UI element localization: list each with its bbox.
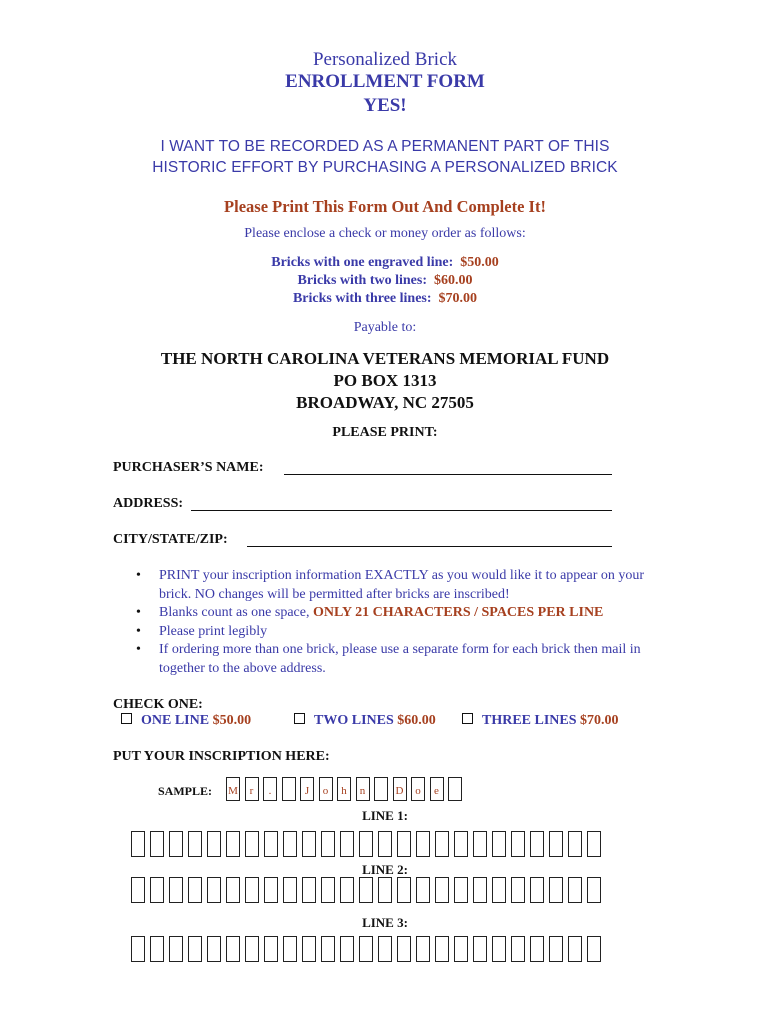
sample-char-box: o bbox=[319, 777, 333, 801]
enclose-instruction: Please enclose a check or money order as follows: bbox=[244, 226, 526, 241]
form-title: ENROLLMENT FORM bbox=[285, 71, 485, 92]
char-box[interactable] bbox=[397, 936, 411, 962]
checkbox-icon[interactable] bbox=[294, 713, 305, 724]
option-label: ONE LINE bbox=[141, 713, 210, 728]
char-box[interactable] bbox=[549, 936, 563, 962]
price-amount: $50.00 bbox=[460, 255, 499, 270]
char-box[interactable] bbox=[416, 831, 430, 857]
price-one-line bbox=[0, 255, 770, 271]
char-box[interactable] bbox=[150, 831, 164, 857]
char-box[interactable] bbox=[511, 936, 525, 962]
char-box[interactable] bbox=[359, 831, 373, 857]
char-box[interactable] bbox=[492, 831, 506, 857]
char-box[interactable] bbox=[587, 936, 601, 962]
line-1-label: LINE 1: bbox=[362, 808, 408, 823]
char-box[interactable] bbox=[302, 877, 316, 903]
price-two-lines bbox=[0, 273, 770, 289]
inscription-heading: PUT YOUR INSCRIPTION HERE: bbox=[113, 749, 330, 764]
char-box[interactable] bbox=[549, 831, 563, 857]
option-amount: $60.00 bbox=[397, 713, 436, 728]
char-box[interactable] bbox=[473, 877, 487, 903]
char-box[interactable] bbox=[226, 831, 240, 857]
option-three-lines[interactable] bbox=[462, 713, 619, 729]
char-box[interactable] bbox=[435, 831, 449, 857]
sample-char-box: h bbox=[337, 777, 351, 801]
char-box[interactable] bbox=[321, 936, 335, 962]
address-label: ADDRESS: bbox=[113, 496, 184, 511]
sample-char-box: D bbox=[393, 777, 407, 801]
address-field[interactable] bbox=[191, 496, 612, 511]
city-state-zip-label: CITY/STATE/ZIP: bbox=[113, 532, 228, 547]
option-amount: $50.00 bbox=[212, 713, 252, 728]
char-box[interactable] bbox=[131, 877, 145, 903]
char-box[interactable] bbox=[416, 877, 430, 903]
char-box[interactable] bbox=[131, 831, 145, 857]
sample-char-box: J bbox=[300, 777, 314, 801]
sample-char-box: o bbox=[411, 777, 425, 801]
char-box[interactable] bbox=[131, 936, 145, 962]
char-box[interactable] bbox=[207, 936, 221, 962]
char-box[interactable] bbox=[530, 831, 544, 857]
sample-char-box bbox=[448, 777, 462, 801]
list-item bbox=[132, 641, 662, 678]
char-box[interactable] bbox=[207, 877, 221, 903]
form-yes-heading: YES! bbox=[363, 95, 407, 116]
intro-line-1: I WANT TO BE RECORDED AS A PERMANENT PART OF THIS bbox=[160, 138, 610, 155]
print-instruction-heading: Please Print This Form Out And Complete It! bbox=[224, 197, 546, 216]
char-box[interactable] bbox=[568, 877, 582, 903]
payable-to-label: Payable to: bbox=[353, 320, 417, 335]
option-label: TWO LINES bbox=[314, 713, 394, 728]
line-3-label: LINE 3: bbox=[362, 915, 408, 930]
char-box[interactable] bbox=[302, 936, 316, 962]
instruction-exact-print: PRINT your inscription information EXACTLY as you would like it to appear on your brick. NO changes will be permitted after bricks are inscribed! bbox=[159, 568, 645, 602]
option-label: THREE LINES bbox=[482, 713, 577, 728]
price-three-lines bbox=[0, 291, 770, 307]
char-box[interactable] bbox=[378, 831, 392, 857]
char-box[interactable] bbox=[492, 936, 506, 962]
list-item bbox=[132, 623, 662, 642]
sample-char-box: r bbox=[245, 777, 259, 801]
char-box[interactable] bbox=[359, 936, 373, 962]
char-box[interactable] bbox=[264, 831, 278, 857]
sample-char-box bbox=[282, 777, 296, 801]
bullet-icon: • bbox=[136, 623, 141, 639]
char-box[interactable] bbox=[454, 877, 468, 903]
form-subtitle: Personalized Brick bbox=[312, 49, 458, 70]
char-box[interactable] bbox=[568, 831, 582, 857]
instruction-list bbox=[132, 567, 662, 678]
sample-char-box: e bbox=[430, 777, 444, 801]
purchaser-name-label: PURCHASER’S NAME: bbox=[113, 460, 264, 475]
char-box[interactable] bbox=[207, 831, 221, 857]
char-box[interactable] bbox=[549, 877, 563, 903]
char-box[interactable] bbox=[511, 831, 525, 857]
char-box[interactable] bbox=[245, 877, 259, 903]
char-box[interactable] bbox=[169, 936, 183, 962]
instruction-multiple-bricks: If ordering more than one brick, please use a separate form for each brick then mail in together to the above address. bbox=[159, 642, 641, 676]
char-box[interactable] bbox=[150, 877, 164, 903]
instruction-legibly: Please print legibly bbox=[159, 623, 268, 639]
char-box[interactable] bbox=[435, 877, 449, 903]
char-box[interactable] bbox=[188, 831, 202, 857]
char-box[interactable] bbox=[530, 877, 544, 903]
char-box[interactable] bbox=[245, 936, 259, 962]
check-one-heading: CHECK ONE: bbox=[113, 697, 203, 712]
char-box[interactable] bbox=[283, 936, 297, 962]
sample-char-box: M bbox=[226, 777, 240, 801]
sample-char-box bbox=[374, 777, 388, 801]
char-box[interactable] bbox=[473, 936, 487, 962]
fund-name: THE NORTH CAROLINA VETERANS MEMORIAL FUND bbox=[160, 349, 610, 368]
checkbox-icon[interactable] bbox=[121, 713, 132, 724]
checkbox-icon[interactable] bbox=[462, 713, 473, 724]
char-box[interactable] bbox=[321, 831, 335, 857]
list-item bbox=[132, 604, 662, 623]
char-box[interactable] bbox=[435, 936, 449, 962]
char-box[interactable] bbox=[397, 831, 411, 857]
char-box[interactable] bbox=[530, 936, 544, 962]
char-box[interactable] bbox=[226, 877, 240, 903]
list-item bbox=[132, 567, 662, 604]
char-box[interactable] bbox=[169, 877, 183, 903]
char-box[interactable] bbox=[397, 877, 411, 903]
char-box[interactable] bbox=[378, 936, 392, 962]
purchaser-name-field[interactable] bbox=[284, 460, 612, 475]
price-amount: $60.00 bbox=[434, 273, 473, 288]
price-label: Bricks with one engraved line: bbox=[271, 255, 454, 270]
char-box[interactable] bbox=[416, 936, 430, 962]
char-box[interactable] bbox=[321, 877, 335, 903]
sample-inscription bbox=[226, 777, 467, 801]
line-2-label: LINE 2: bbox=[362, 862, 408, 877]
char-box[interactable] bbox=[511, 877, 525, 903]
bullet-icon: • bbox=[136, 605, 141, 620]
sample-char-box: n bbox=[356, 777, 370, 801]
instruction-blanks: Blanks count as one space, bbox=[159, 605, 313, 620]
char-box[interactable] bbox=[473, 831, 487, 857]
sample-char-box: . bbox=[263, 777, 277, 801]
char-box[interactable] bbox=[188, 877, 202, 903]
intro-line-2: HISTORIC EFFORT BY PURCHASING A PERSONALIZED BRICK bbox=[152, 159, 618, 176]
char-box[interactable] bbox=[169, 831, 183, 857]
char-box[interactable] bbox=[378, 877, 392, 903]
char-box[interactable] bbox=[454, 936, 468, 962]
fund-po-box: PO BOX 1313 bbox=[333, 371, 437, 390]
price-label: Bricks with three lines: bbox=[292, 291, 432, 306]
city-state-zip-field[interactable] bbox=[247, 532, 612, 547]
char-box[interactable] bbox=[359, 877, 373, 903]
char-box[interactable] bbox=[150, 936, 164, 962]
fund-city: BROADWAY, NC 27505 bbox=[296, 393, 474, 412]
char-box[interactable] bbox=[188, 936, 202, 962]
please-print-heading: PLEASE PRINT: bbox=[332, 425, 438, 440]
char-box[interactable] bbox=[264, 936, 278, 962]
line-1-boxes[interactable] bbox=[131, 831, 606, 857]
character-limit-note: ONLY 21 CHARACTERS / SPACES PER LINE bbox=[312, 605, 604, 620]
char-box[interactable] bbox=[340, 877, 354, 903]
option-amount: $70.00 bbox=[580, 713, 619, 728]
line-2-boxes[interactable] bbox=[131, 877, 606, 903]
price-label: Bricks with two lines: bbox=[297, 273, 427, 288]
char-box[interactable] bbox=[587, 831, 601, 857]
char-box[interactable] bbox=[302, 831, 316, 857]
sample-label: SAMPLE: bbox=[158, 784, 212, 798]
bullet-icon: • bbox=[136, 568, 141, 583]
char-box[interactable] bbox=[454, 831, 468, 857]
line-3-boxes[interactable] bbox=[131, 936, 606, 962]
option-two-lines[interactable] bbox=[294, 713, 436, 729]
char-box[interactable] bbox=[492, 877, 506, 903]
bullet-icon: • bbox=[136, 642, 141, 657]
char-box[interactable] bbox=[264, 877, 278, 903]
option-one-line[interactable] bbox=[121, 713, 251, 729]
char-box[interactable] bbox=[245, 831, 259, 857]
char-box[interactable] bbox=[340, 831, 354, 857]
char-box[interactable] bbox=[283, 877, 297, 903]
char-box[interactable] bbox=[340, 936, 354, 962]
char-box[interactable] bbox=[568, 936, 582, 962]
char-box[interactable] bbox=[283, 831, 297, 857]
price-amount: $70.00 bbox=[438, 291, 478, 306]
char-box[interactable] bbox=[226, 936, 240, 962]
char-box[interactable] bbox=[587, 877, 601, 903]
